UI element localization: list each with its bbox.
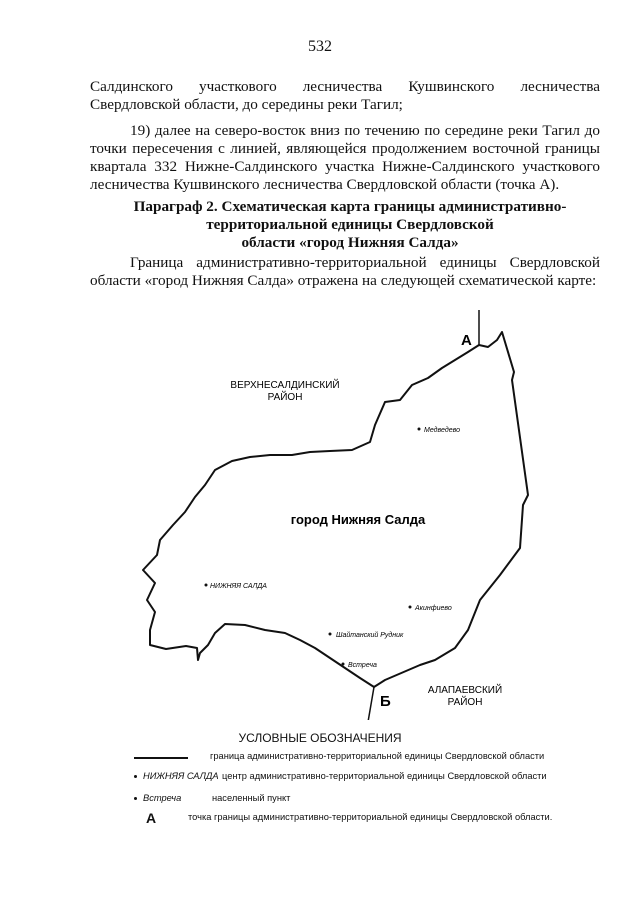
legend-text-boundary: граница административно-территориальной единицы Свердловской области [210, 751, 545, 761]
legend-text-point: точка границы административно-территориальной единицы Свердловской области. [188, 812, 553, 822]
center-nizhnyaya-salda: НИЖНЯЯ САЛДА [210, 583, 267, 590]
settlement-sheitansky: Шайтанский Рудник [336, 632, 404, 639]
settlement-vstrecha: Встреча [348, 662, 377, 669]
settlement-marker-akinfievo [409, 606, 412, 609]
paragraph-2: 19) далее на северо-восток вниз по течению по середине реки Тагил до точки пересечения с линией, являющейся продолжением восточной границы квартала 332 Нижне-Салдинского участка Нижне-Салдинского участкового лесничества Кушвинского лесничества Свердловской области (точка А). [90, 122, 600, 193]
river-line-south [368, 687, 374, 720]
legend-text-settlement: населенный пункт [212, 793, 291, 803]
settlement-medvedevo: Медведево [424, 427, 460, 434]
legend-settlement-symbol [134, 793, 181, 803]
settlement-marker-medvedevo [418, 428, 421, 431]
section-heading [120, 198, 580, 252]
center-marker-nizhnyaya-salda [205, 584, 208, 587]
point-a-label: А [461, 332, 472, 349]
legend-center-sample: НИЖНЯЯ САЛДА [143, 771, 219, 781]
neighbor-north-line-2: РАЙОН [267, 392, 303, 403]
intro-paragraph: Граница административно-территориальной единицы Свердловской области «город Нижняя Салда» отражена на следующей схематической карте: [90, 254, 600, 289]
neighbor-southeast-line-2: РАЙОН [447, 697, 483, 708]
legend-title: УСЛОВНЫЕ ОБОЗНАЧЕНИЯ [238, 731, 402, 745]
neighbor-north-line-1: ВЕРХНЕСАЛДИНСКИЙ [230, 380, 340, 391]
legend-text-center: центр административно-территориальной единицы Свердловской области [222, 771, 547, 781]
legend-line-symbol [134, 751, 188, 761]
point-b-label: Б [380, 693, 391, 710]
legend-dot-icon [134, 775, 137, 778]
legend-point-symbol: А [146, 810, 157, 826]
schematic-map [0, 300, 640, 720]
heading-line-1: Параграф 2. Схематическая карта границы административно- [133, 198, 567, 215]
settlement-marker-vstrecha [342, 663, 345, 666]
legend-dot-icon [134, 797, 137, 800]
legend-row-boundary [0, 751, 640, 769]
legend-row-settlement [0, 793, 640, 811]
paragraph-1: Салдинского участкового лесничества Кушвинского лесничества Свердловской области, до середины реки Тагил; [90, 78, 600, 113]
heading-line-2: территориальной единицы Свердловской [206, 216, 494, 233]
legend-settlement-sample: Встреча [143, 793, 182, 803]
region-name: город Нижняя Салда [290, 512, 426, 527]
neighbor-southeast-line-1: АЛАПАЕВСКИЙ [427, 685, 503, 696]
page-number: 532 [308, 38, 332, 55]
settlement-marker-sheitansky [329, 633, 332, 636]
legend-row-center [0, 771, 640, 789]
settlement-akinfievo: Акинфиево [415, 605, 452, 612]
legend-row-point [0, 812, 640, 830]
heading-line-3: области «город Нижняя Салда» [241, 234, 459, 251]
legend-center-symbol [134, 771, 219, 781]
